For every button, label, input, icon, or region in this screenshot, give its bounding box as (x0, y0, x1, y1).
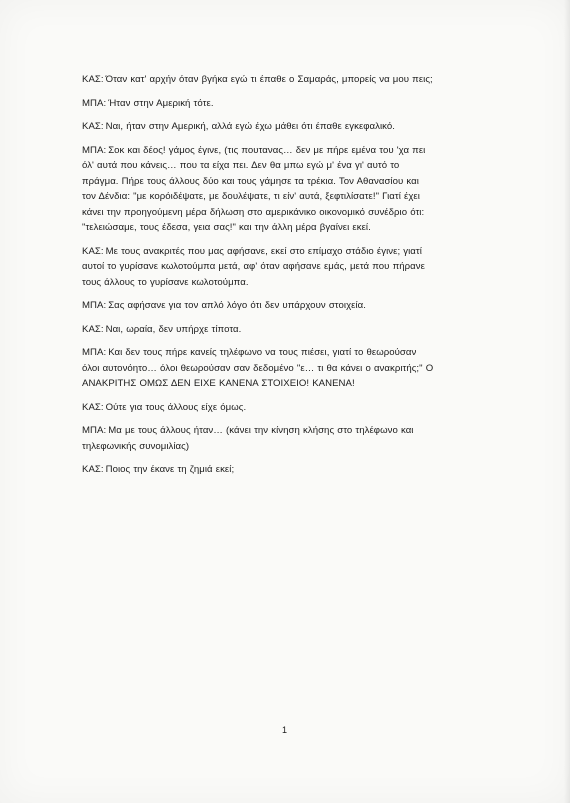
speaker-label: ΜΠΑ: (82, 425, 107, 436)
paragraph-text: Ναι, ωραία, δεν υπήρχε τίποτα. (105, 323, 242, 335)
transcript-paragraph (82, 423, 434, 454)
transcript-paragraph (82, 322, 434, 338)
transcript-body (82, 72, 434, 486)
speaker-label: ΜΠΑ: (82, 300, 107, 311)
paragraph-text: Ούτε για τους άλλους είχε όμως. (105, 401, 247, 413)
speaker-label: ΚΑΣ: (82, 401, 104, 413)
speaker-label: ΜΠΑ: (82, 97, 107, 109)
page-number: 1 (282, 725, 288, 735)
transcript-paragraph (82, 462, 434, 478)
transcript-paragraph (82, 143, 434, 236)
paragraph-text: Σοκ και δέος! γάμος έγινε, (τις πουτανας… δεν με πήρε εμένα του 'χα πει όλ' αυτά που κάνεις… που τα είχα πει. Δεν θα μπω εγώ μ' ένα γι' αυτό το πράγμα. Πήρε τους άλλους δύο και τους γάμησε τα τρέκια. Τον Αθανασίου και τον Δένδια: "με κορόιδέψατε, με δουλέψατε, τι είν' αυτά, ξεφτιλίσατε!" Γιατί έχει κάνει την προηγούμενη μέρα δήλωση στο αμερικάνικο οικονομικό συνέδριο ότι: "τελειώσαμε, τους έδεσα, γεια σας!" και την άλλη μέρα βγαίνει εκεί. (82, 144, 426, 233)
paragraph-text: Ναι, ήταν στην Αμερική, αλλά εγώ έχω μάθει ότι έπαθε εγκεφαλικό. (105, 121, 396, 132)
paragraph-text: Με τους ανακριτές που μας αφήσανε, εκεί στο επίμαχο στάδιο έγινε; γιατί αυτοί το γυρίσανε κωλοτούμπα μετά, αφ' όταν αφήσανε εμάς, μετά που πήρανε τους άλλους το γυρίσανε κωλοτούμπα. (82, 245, 425, 288)
speaker-label: ΜΠΑ: (82, 144, 107, 156)
paragraph-text: Και δεν τους πήρε κανείς τηλέφωνο να τους πιέσει, γιατί το θεωρούσαν όλοι αυτονόητο… όλοι θεωρούσαν σαν δεδομένο "ε… τι θα κάνει ο ανακριτής;" Ο ΑΝΑΚΡΙΤΗΣ ΟΜΩΣ ΔΕΝ ΕΙΧΕ ΚΑΝΕΝΑ ΣΤΟΙΧΕΙΟ! ΚΑΝΕΝΑ! (82, 347, 434, 389)
speaker-label: ΚΑΣ: (82, 74, 104, 85)
transcript-paragraph (82, 72, 434, 88)
speaker-label: ΜΠΑ: (82, 347, 107, 358)
scan-shadow-edge (564, 0, 570, 803)
paragraph-text: Όταν κατ' αρχήν όταν βγήκα εγώ τι έπαθε ο Σαμαράς, μπορείς να μου πεις; (105, 74, 433, 85)
speaker-label: ΚΑΣ: (82, 464, 104, 475)
speaker-label: ΚΑΣ: (82, 323, 104, 335)
transcript-paragraph (82, 119, 434, 135)
paragraph-text: Ήταν στην Αμερική τότε. (108, 97, 214, 109)
paragraph-text: Ποιος την έκανε τη ζημιά εκεί; (105, 464, 235, 475)
paragraph-text: Μα με τους άλλους ήταν… (κάνει την κίνηση κλήσης στο τηλέφωνο και τηλεφωνικής συνομιλίας) (82, 425, 414, 452)
speaker-label: ΚΑΣ: (82, 245, 104, 257)
transcript-paragraph (82, 400, 434, 416)
transcript-paragraph (82, 96, 434, 112)
speaker-label: ΚΑΣ: (82, 121, 104, 132)
transcript-paragraph (82, 298, 434, 314)
transcript-paragraph (82, 345, 434, 392)
transcript-paragraph (82, 244, 434, 291)
paragraph-text: Σας αφήσανε για τον απλό λόγο ότι δεν υπάρχουν στοιχεία. (108, 300, 366, 311)
